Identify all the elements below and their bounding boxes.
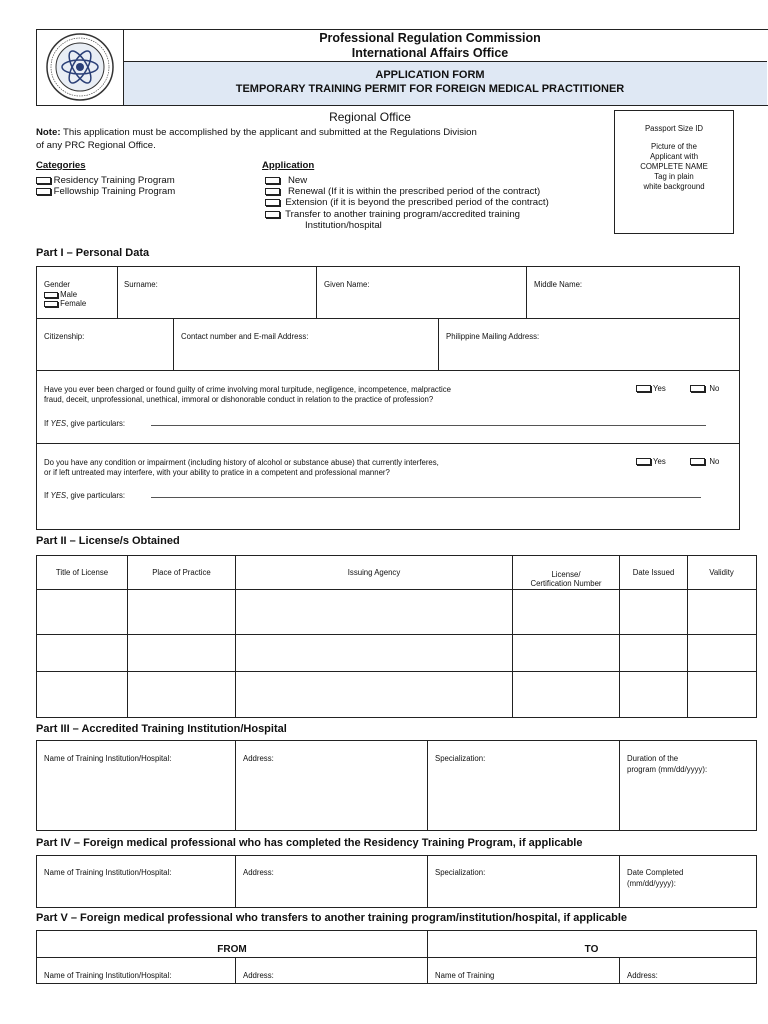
extension-checkbox[interactable] bbox=[265, 199, 280, 206]
application-extension-label: Extension (if it is beyond the prescribed period of the contract) bbox=[285, 197, 549, 208]
part3-col-divider bbox=[619, 740, 620, 830]
question1-particulars-label: If YES, give particulars: bbox=[44, 419, 126, 428]
part1-row-divider bbox=[36, 318, 739, 319]
category-fellowship[interactable] bbox=[36, 186, 175, 197]
categories-heading: Categories bbox=[36, 160, 86, 171]
question2-line1: Do you have any condition or impairment (including history of alcohol or substance abuse) that currently interferes, bbox=[44, 458, 439, 467]
part5-from-label: FROM bbox=[217, 944, 247, 955]
part5-to-label: TO bbox=[584, 944, 599, 955]
org-name: Professional Regulation Commission bbox=[319, 31, 541, 45]
new-checkbox[interactable] bbox=[265, 177, 280, 184]
passport-photo-box[interactable] bbox=[614, 110, 734, 234]
part3-specialization-field[interactable]: Specialization: bbox=[435, 754, 486, 763]
col-license-line1: License/ bbox=[551, 570, 581, 579]
gender-female[interactable] bbox=[44, 299, 86, 308]
part5-to-name-field[interactable]: Name of Training bbox=[435, 971, 495, 980]
female-label: Female bbox=[60, 299, 87, 308]
part4-name-field[interactable]: Name of Training Institution/Hospital: bbox=[44, 868, 172, 877]
col-place-of-practice: Place of Practice bbox=[152, 568, 211, 577]
office-name: International Affairs Office bbox=[351, 46, 509, 60]
col-license-line2: Certification Number bbox=[530, 579, 602, 588]
application-new-label: New bbox=[288, 175, 308, 186]
photo-line-2: Picture of the bbox=[651, 142, 697, 151]
part5-heading: Part V – Foreign medical professional who transfers to another training program/institution/hospital, if applicable bbox=[36, 912, 628, 924]
part5-row-divider bbox=[36, 957, 756, 958]
photo-line-5: Tag in plain bbox=[654, 172, 694, 181]
form-title: APPLICATION FORM bbox=[375, 69, 485, 81]
col-validity: Validity bbox=[709, 568, 734, 577]
part5-to-address-field[interactable]: Address: bbox=[627, 971, 658, 980]
q2-no-label: No bbox=[709, 457, 720, 466]
transfer-checkbox[interactable] bbox=[265, 211, 280, 218]
fellowship-checkbox[interactable] bbox=[36, 188, 51, 195]
q1-no-label: No bbox=[709, 384, 720, 393]
part5-col-divider bbox=[235, 957, 236, 983]
part3-heading: Part III – Accredited Training Institution/Hospital bbox=[36, 723, 287, 735]
part1-col-divider bbox=[173, 318, 174, 371]
photo-line-4: COMPLETE NAME bbox=[640, 162, 708, 171]
residency-checkbox[interactable] bbox=[36, 177, 51, 184]
part2-row-divider bbox=[36, 634, 756, 635]
part1-heading: Part I – Personal Data bbox=[36, 247, 150, 259]
part5-from-name-field[interactable]: Name of Training Institution/Hospital: bbox=[44, 971, 172, 980]
part2-col-divider bbox=[619, 555, 620, 717]
part4-date-line1: Date Completed bbox=[627, 868, 684, 877]
part1-row-divider bbox=[36, 370, 739, 371]
part4-col-divider bbox=[235, 855, 236, 907]
regional-office-title: Regional Office bbox=[329, 110, 411, 124]
col-date-issued: Date Issued bbox=[632, 568, 675, 577]
application-new[interactable] bbox=[265, 175, 307, 186]
part1-col-divider bbox=[438, 318, 439, 371]
category-residency-label: Residency Training Program bbox=[53, 175, 175, 186]
given-name-field[interactable]: Given Name: bbox=[324, 280, 370, 289]
male-label: Male bbox=[60, 290, 78, 299]
application-transfer-continuation: Institution/hospital bbox=[305, 220, 382, 231]
q1-no-checkbox[interactable] bbox=[690, 385, 705, 392]
part2-col-divider bbox=[127, 555, 128, 717]
question2-yes[interactable] bbox=[636, 457, 666, 466]
part1-col-divider bbox=[526, 266, 527, 319]
category-residency[interactable] bbox=[36, 175, 175, 186]
part4-address-field[interactable]: Address: bbox=[243, 868, 274, 877]
question2-particulars-label: If YES, give particulars: bbox=[44, 491, 126, 500]
q1-yes-checkbox[interactable] bbox=[636, 385, 651, 392]
prc-seal-logo bbox=[40, 32, 120, 102]
part1-col-divider bbox=[117, 266, 118, 319]
part5-from-address-field[interactable]: Address: bbox=[243, 971, 274, 980]
part4-date-line2[interactable]: (mm/dd/yyyy): bbox=[627, 879, 676, 888]
question2-line2: or if left untreated may interfere, with your ability to pratice in a competent and professional manner? bbox=[44, 468, 390, 477]
part3-duration-line1: Duration of the bbox=[627, 754, 679, 763]
photo-line-1: Passport Size ID bbox=[644, 124, 704, 133]
category-fellowship-label: Fellowship Training Program bbox=[53, 186, 176, 197]
part3-address-field[interactable]: Address: bbox=[243, 754, 274, 763]
photo-line-6: white background bbox=[643, 182, 705, 191]
col-issuing-agency: Issuing Agency bbox=[347, 568, 401, 577]
application-renewal[interactable] bbox=[265, 186, 540, 197]
note-label: Note: bbox=[36, 127, 61, 138]
part4-col-divider bbox=[427, 855, 428, 907]
part2-table bbox=[36, 555, 757, 718]
middle-name-field[interactable]: Middle Name: bbox=[534, 280, 583, 289]
part1-row-divider bbox=[36, 443, 739, 444]
question2-no[interactable] bbox=[690, 457, 719, 466]
form-subtitle: TEMPORARY TRAINING PERMIT FOR FOREIGN MEDICAL PRACTITIONER bbox=[235, 83, 625, 95]
q2-no-checkbox[interactable] bbox=[690, 458, 705, 465]
part3-duration-line2[interactable]: program (mm/dd/yyyy): bbox=[627, 765, 708, 774]
citizenship-field[interactable]: Citizenship: bbox=[44, 332, 85, 341]
col-title-of-license: Title of License bbox=[55, 568, 109, 577]
part1-col-divider bbox=[316, 266, 317, 319]
male-checkbox[interactable] bbox=[44, 292, 58, 298]
part4-col-divider bbox=[619, 855, 620, 907]
question1-yes[interactable] bbox=[636, 384, 666, 393]
part2-col-divider bbox=[235, 555, 236, 717]
gender-male[interactable] bbox=[44, 290, 77, 299]
question1-line1: Have you ever been charged or found guilty of crime involving moral turpitude, negligence, incompetence, malpractice bbox=[44, 385, 451, 394]
question1-particulars-line[interactable] bbox=[151, 425, 706, 426]
part3-col-divider bbox=[427, 740, 428, 830]
application-extension[interactable] bbox=[265, 197, 549, 208]
part4-specialization-field[interactable]: Specialization: bbox=[435, 868, 486, 877]
application-transfer[interactable] bbox=[265, 209, 520, 220]
application-transfer-label: Transfer to another training program/accredited training bbox=[285, 209, 520, 220]
part4-heading: Part IV – Foreign medical professional who has completed the Residency Training Program, if applicable bbox=[36, 837, 583, 849]
part3-col-divider bbox=[235, 740, 236, 830]
part5-col-divider bbox=[619, 957, 620, 983]
application-heading: Application bbox=[262, 160, 315, 171]
part3-name-field[interactable]: Name of Training Institution/Hospital: bbox=[44, 754, 172, 763]
q2-yes-checkbox[interactable] bbox=[636, 458, 651, 465]
mailing-address-field[interactable]: Philippine Mailing Address: bbox=[446, 332, 540, 341]
note-line2: of any PRC Regional Office. bbox=[36, 140, 156, 151]
female-checkbox[interactable] bbox=[44, 301, 58, 307]
part2-heading: Part II – License/s Obtained bbox=[36, 535, 180, 547]
part2-row-divider bbox=[36, 671, 756, 672]
q2-yes-label: Yes bbox=[653, 457, 666, 466]
question1-line2: fraud, deceit, unprofessional, unethical, immoral or dishonorable conduct in relation to the practice of profession? bbox=[44, 395, 434, 404]
q1-yes-label: Yes bbox=[653, 384, 666, 393]
renewal-checkbox[interactable] bbox=[265, 188, 280, 195]
surname-field[interactable]: Surname: bbox=[124, 280, 158, 289]
contact-field[interactable]: Contact number and E-mail Address: bbox=[181, 332, 309, 341]
part2-row-divider bbox=[36, 589, 756, 590]
photo-line-3: Applicant with bbox=[649, 152, 699, 161]
note-line1: This application must be accomplished by the applicant and submitted at the Regulations Division bbox=[60, 127, 477, 138]
note-text bbox=[36, 126, 596, 152]
application-renewal-label: Renewal (If it is within the prescribed period of the contract) bbox=[288, 186, 541, 197]
part2-col-divider bbox=[687, 555, 688, 717]
question2-particulars-line[interactable] bbox=[151, 497, 701, 498]
gender-label: Gender bbox=[44, 280, 71, 289]
question1-no[interactable] bbox=[690, 384, 719, 393]
part5-col-divider bbox=[427, 930, 428, 983]
